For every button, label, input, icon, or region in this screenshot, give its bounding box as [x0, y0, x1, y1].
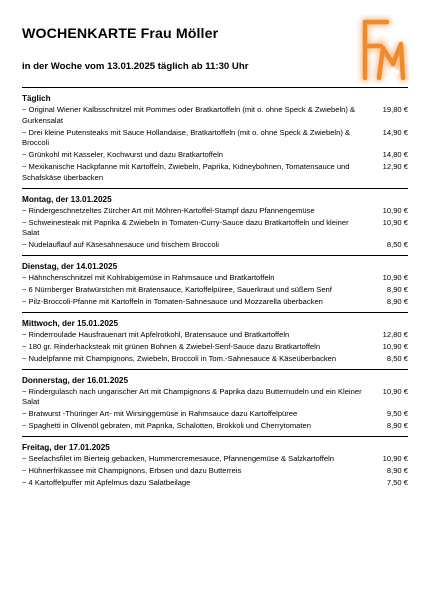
- dish-price: 10,90 €: [382, 386, 408, 396]
- dish-description: ~ Hühnerfrikassee mit Champignons, Erbsen und dazu Butterreis: [22, 466, 242, 476]
- dish-item: [22, 150, 408, 161]
- dish-item: [22, 285, 408, 296]
- dish-price: 8,90 €: [386, 421, 408, 431]
- dish-description: ~ Drei kleine Putensteaks mit Sauce Hollandaise, Bratkartoffeln (mit o. ohne Speck & Zwiebeln) & Broccoli: [22, 127, 351, 148]
- section-heading: Täglich: [22, 94, 51, 103]
- dish-price: 10,90 €: [382, 341, 408, 351]
- dish-description: ~ Original Wiener Kalbsschnitzel mit Pommes oder Bratkartoffeln (mit o. ohne Speck & Zwiebeln) & Gurkensalat: [22, 105, 356, 125]
- week-subtitle: in der Woche vom 13.01.2025 täglich ab 11:30 Uhr: [22, 61, 249, 72]
- section-heading: Freitag, der 17.01.2025: [22, 442, 110, 452]
- dish-item: [22, 342, 408, 353]
- dish-item: [22, 206, 408, 217]
- dish-price: 9,50 €: [386, 409, 408, 419]
- dish-description: ~ Pilz-Broccoli-Pfanne mit Kartoffeln in Tomaten-Sahnesauce und Mozzarella überbacken: [22, 297, 323, 307]
- dish-item: [22, 387, 408, 408]
- section-heading: Dienstag, der 14.01.2025: [22, 262, 118, 272]
- dish-item: [22, 466, 408, 477]
- dish-description: ~ Rindergulasch nach ungarischer Art mit Champignons & Paprika dazu Butternudeln und ein Kleiner Salat: [22, 386, 362, 407]
- section-heading: Mittwoch, der 15.01.2025: [22, 318, 119, 328]
- dish-description: ~ 4 Kartoffelpuffer mit Apfelmus dazu Salatbeilage: [22, 478, 191, 488]
- dish-price: 8,90 €: [386, 466, 408, 476]
- dish-item: [22, 409, 408, 420]
- dish-item: [22, 128, 408, 149]
- dish-price: 10,90 €: [382, 453, 408, 463]
- menu-section: [22, 255, 408, 308]
- dish-item: [22, 105, 408, 126]
- fm-monogram-logo-icon: [353, 14, 409, 84]
- dish-price: 19,80 €: [382, 105, 408, 114]
- dish-item: [22, 273, 408, 284]
- dish-item: [22, 240, 408, 251]
- dish-item: [22, 218, 408, 239]
- dish-item: [22, 478, 408, 489]
- dish-description: ~ Rindergeschnetzeltes Zürcher Art mit Möhren-Kartoffel-Stampf dazu Pfannengemüse: [22, 205, 315, 215]
- dish-description: ~ Nudelauflauf auf Käsesahnesauce und frischem Broccoli: [22, 240, 219, 250]
- dish-description: ~ Seelachsfilet im Bierteig gebacken, Hummercremesauce, Pfannengemüse & Salzkartoffeln: [22, 453, 334, 463]
- dish-price: 8,50 €: [386, 240, 408, 250]
- dish-price: 8,90 €: [386, 285, 408, 295]
- dish-price: 8,50 €: [386, 354, 408, 363]
- menu-section: [22, 188, 408, 251]
- dish-description: ~ 6 Nürnberger Bratwürstchen mit Bratensauce, Kartoffelpüree, Sauerkraut und süßem Senf: [22, 285, 332, 295]
- dish-item: [22, 354, 408, 365]
- dish-description: ~ Schweinesteak mit Paprika & Zwiebeln in Tomaten-Curry-Sauce dazu Bratkartoffeln und kleiner Salat: [22, 217, 349, 238]
- dish-price: 12,80 €: [382, 329, 408, 339]
- dish-price: 10,90 €: [382, 205, 408, 215]
- section-heading: Donnerstag, der 16.01.2025: [22, 375, 129, 385]
- dish-price: 7,50 €: [386, 478, 408, 488]
- dish-item: [22, 330, 408, 341]
- menu-sections: [22, 87, 408, 493]
- dish-price: 14,80 €: [382, 150, 408, 160]
- dish-item: [22, 454, 408, 465]
- dish-description: ~ 180 gr. Rinderhacksteak mit grünen Bohnen & Zwiebel-Senf-Sauce dazu Bratkartoffeln: [22, 341, 321, 351]
- menu-section: [22, 436, 408, 489]
- dish-item: [22, 162, 408, 183]
- page-title: WOCHENKARTE Frau Möller: [22, 26, 219, 42]
- menu-section: [22, 312, 408, 365]
- dish-description: ~ Hähnchenschnitzel mit Kohlrabigemüse in Rahmsauce und Bratkartoffeln: [22, 273, 275, 283]
- dish-description: ~ Grünkohl mit Kasseler, Kochwurst und dazu Bratkartoffeln: [22, 150, 223, 160]
- dish-description: ~ Mexikanische Hackpfanne mit Kartoffeln, Zwiebeln, Paprika, Kidneybohnen, Tomatensauce und Schafskäse überbacken: [22, 162, 350, 183]
- dish-description: ~ Spaghetti in Olivenöl gebraten, mit Paprika, Schalotten, Brokkoli und Cherrytomaten: [22, 421, 311, 431]
- dish-price: 12,90 €: [382, 162, 408, 172]
- dish-item: [22, 297, 408, 308]
- dish-description: ~ Bratwurst -Thüringer Art- mit Wirsinggemüse in Rahmsauce dazu Kartoffelpüree: [22, 409, 298, 419]
- dish-price: 14,90 €: [382, 127, 408, 137]
- dish-price: 10,90 €: [382, 273, 408, 283]
- dish-price: 8,90 €: [386, 297, 408, 307]
- dish-item: [22, 421, 408, 432]
- section-heading: Montag, der 13.01.2025: [22, 194, 112, 204]
- menu-section: [22, 369, 408, 432]
- dish-description: ~ Nudelpfanne mit Champignons, Zwiebeln, Broccoli in Tom.-Sahnesauce & Käseüberbacken: [22, 354, 337, 363]
- dish-description: ~ Rinderroulade Hausfrauenart mit Apfelrotkohl, Bratensauce und Bratkartoffeln: [22, 329, 290, 339]
- menu-section: [22, 87, 408, 184]
- dish-price: 10,90 €: [382, 217, 408, 227]
